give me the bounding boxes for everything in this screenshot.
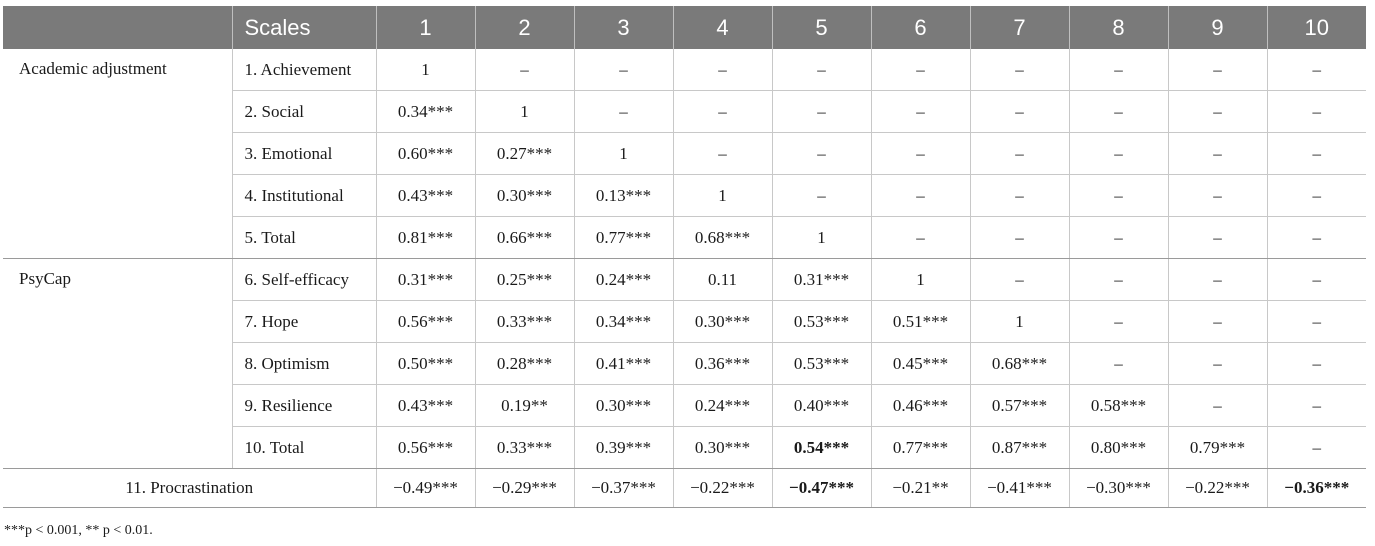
table-cell: – [772,133,871,175]
table-cell: −0.41*** [970,469,1069,508]
table-cell: 0.77*** [574,217,673,259]
table-cell: – [475,49,574,91]
table-cell: −0.22*** [673,469,772,508]
table-cell: 0.57*** [970,385,1069,427]
table-cell: −0.29*** [475,469,574,508]
table-footnote: ***p < 0.001, ** p < 0.01. [4,523,153,538]
table-cell: – [772,49,871,91]
table-cell: 0.30*** [673,427,772,469]
table-cell: – [1168,91,1267,133]
table-cell: – [970,175,1069,217]
table-cell: 0.87*** [970,427,1069,469]
table-cell: – [1168,133,1267,175]
table-cell: 0.81*** [376,217,475,259]
table-cell: −0.49*** [376,469,475,508]
table-cell: 1 [673,175,772,217]
table-cell: – [673,91,772,133]
header-col-2: 2 [475,6,574,49]
table-cell: 0.13*** [574,175,673,217]
table-cell: – [673,133,772,175]
table-cell: – [1267,259,1366,301]
header-col-7: 7 [970,6,1069,49]
table-cell: – [1168,385,1267,427]
table-cell: 1 [574,133,673,175]
table-cell: 0.36*** [673,343,772,385]
header-col-4: 4 [673,6,772,49]
table-cell: 0.11 [673,259,772,301]
header-col-1: 1 [376,6,475,49]
table-cell: 0.34*** [376,91,475,133]
table-cell: 0.68*** [970,343,1069,385]
table-cell: – [1069,133,1168,175]
header-col-3: 3 [574,6,673,49]
header-col-6: 6 [871,6,970,49]
table-cell: – [1267,217,1366,259]
table-cell: −0.22*** [1168,469,1267,508]
table-cell: 0.31*** [376,259,475,301]
table-cell: 1 [475,91,574,133]
table-cell: – [871,217,970,259]
table-cell: – [1168,301,1267,343]
table-cell: 0.33*** [475,301,574,343]
scale-label: 6. Self-efficacy [232,259,376,301]
header-group-cell [3,6,232,49]
table-cell: −0.47*** [772,469,871,508]
table-cell: – [1168,49,1267,91]
table-cell: 0.33*** [475,427,574,469]
table-cell: 0.79*** [1168,427,1267,469]
table-cell: – [970,217,1069,259]
table-cell: 0.53*** [772,343,871,385]
header-scales: Scales [232,6,376,49]
table-cell: – [772,91,871,133]
table-cell: – [1069,175,1168,217]
table-cell: 0.30*** [475,175,574,217]
table-body [3,49,1366,508]
table-cell: – [1069,217,1168,259]
table-cell: – [871,91,970,133]
scale-label: 1. Achievement [232,49,376,91]
table-cell: 0.25*** [475,259,574,301]
table-cell: – [1267,91,1366,133]
table-cell: 0.30*** [574,385,673,427]
table-cell: −0.36*** [1267,469,1366,508]
table-cell: – [772,175,871,217]
table-row-procrastination [3,469,1366,508]
table-cell: – [1069,259,1168,301]
table-cell: – [1267,385,1366,427]
table-cell: 0.28*** [475,343,574,385]
table-cell: 0.19** [475,385,574,427]
table-cell: 1 [376,49,475,91]
header-col-5: 5 [772,6,871,49]
scale-label: 2. Social [232,91,376,133]
header-row [3,6,1366,49]
table-cell: 0.40*** [772,385,871,427]
table-cell: – [1267,133,1366,175]
table-cell: 0.56*** [376,427,475,469]
table-cell: 0.24*** [673,385,772,427]
table-cell: 0.24*** [574,259,673,301]
table-cell: – [1069,91,1168,133]
table-cell: – [970,259,1069,301]
table-row [3,259,1366,301]
header-col-10: 10 [1267,6,1366,49]
table-cell: – [1168,175,1267,217]
table-cell: – [1267,343,1366,385]
table-cell: – [871,133,970,175]
header-col-8: 8 [1069,6,1168,49]
table-row [3,49,1366,91]
table-cell: 1 [970,301,1069,343]
table-cell: – [1168,259,1267,301]
table-cell: 0.43*** [376,385,475,427]
table-cell: 0.56*** [376,301,475,343]
table-cell: – [574,91,673,133]
table-cell: – [673,49,772,91]
table-cell: 0.68*** [673,217,772,259]
table-cell: 0.77*** [871,427,970,469]
table-cell: – [1069,49,1168,91]
table-cell: – [1267,301,1366,343]
table-cell: – [574,49,673,91]
table-cell: – [1168,343,1267,385]
procrastination-label: 11. Procrastination [3,469,376,508]
correlation-table [3,6,1366,508]
scale-label: 10. Total [232,427,376,469]
group-label: Academic adjustment [3,49,232,259]
table-cell: – [871,49,970,91]
table-cell: 0.30*** [673,301,772,343]
header-col-9: 9 [1168,6,1267,49]
scale-label: 5. Total [232,217,376,259]
table-cell: 0.45*** [871,343,970,385]
table-cell: −0.30*** [1069,469,1168,508]
scale-label: 8. Optimism [232,343,376,385]
table-cell: – [970,49,1069,91]
group-label: PsyCap [3,259,232,469]
table-cell: – [1069,343,1168,385]
table-cell: – [1069,301,1168,343]
table-cell: 0.31*** [772,259,871,301]
table-cell: 0.43*** [376,175,475,217]
table-cell: 0.27*** [475,133,574,175]
table-cell: −0.21** [871,469,970,508]
table-cell: 0.54*** [772,427,871,469]
table-cell: −0.37*** [574,469,673,508]
table-cell: 1 [772,217,871,259]
table-cell: – [1168,217,1267,259]
table-cell: – [970,133,1069,175]
table-cell: 0.60*** [376,133,475,175]
table-cell: 0.34*** [574,301,673,343]
table-cell: 1 [871,259,970,301]
table-cell: – [871,175,970,217]
scale-label: 7. Hope [232,301,376,343]
table-cell: 0.39*** [574,427,673,469]
table-cell: 0.80*** [1069,427,1168,469]
table-cell: – [1267,175,1366,217]
scale-label: 3. Emotional [232,133,376,175]
scale-label: 4. Institutional [232,175,376,217]
table-cell: 0.46*** [871,385,970,427]
table-cell: – [1267,427,1366,469]
table-cell: 0.66*** [475,217,574,259]
table-cell: – [1267,49,1366,91]
table-cell: 0.53*** [772,301,871,343]
table-cell: 0.41*** [574,343,673,385]
table-cell: – [970,91,1069,133]
table-cell: 0.50*** [376,343,475,385]
scale-label: 9. Resilience [232,385,376,427]
table-cell: 0.51*** [871,301,970,343]
table-cell: 0.58*** [1069,385,1168,427]
